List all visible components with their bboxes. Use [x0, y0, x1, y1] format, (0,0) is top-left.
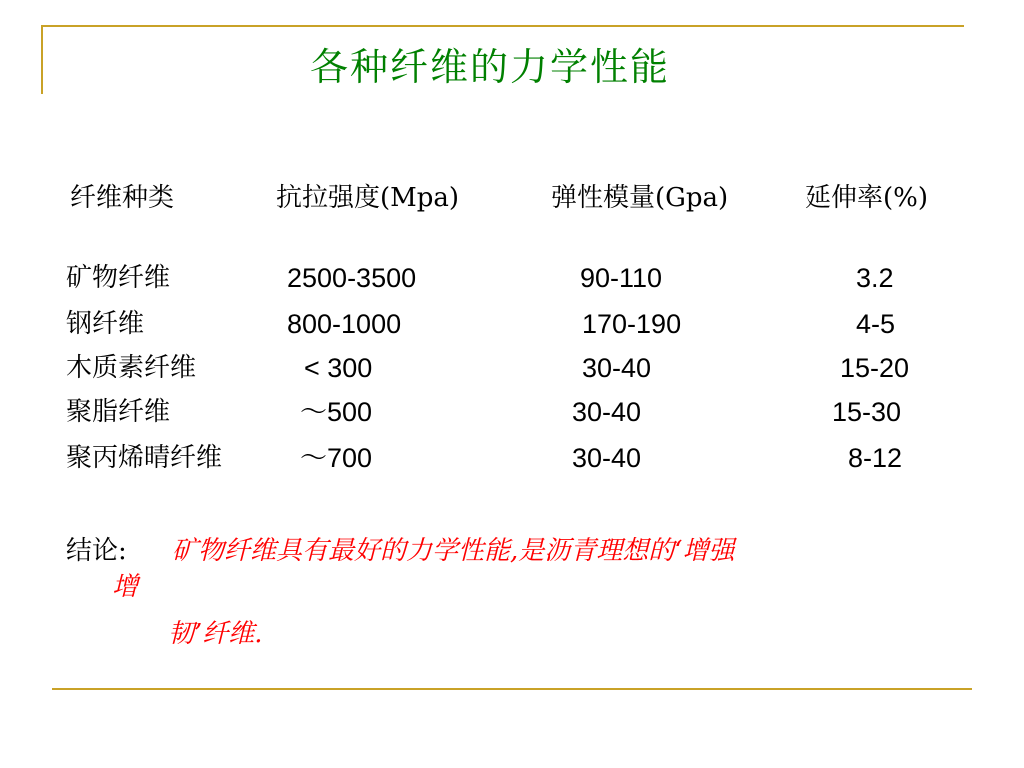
row-elongation: 8-12	[848, 443, 903, 473]
row-elongation: 15-20	[840, 353, 910, 383]
row-tensile: 800-1000	[287, 309, 402, 339]
row-modulus: 170-190	[582, 309, 682, 339]
row-fiber-name: 聚丙烯晴纤维	[66, 443, 223, 473]
slide-title: 各种纤维的力学性能	[309, 45, 670, 89]
row-tensile: ～700	[300, 443, 373, 473]
bottom-rule	[52, 688, 972, 690]
top-rule	[41, 25, 964, 27]
header-elastic-modulus: 弹性模量(Gpa)	[551, 183, 729, 213]
row-fiber-name: 聚脂纤维	[66, 397, 171, 427]
row-fiber-name: 木质素纤维	[66, 353, 197, 383]
row-modulus: 90-110	[580, 263, 663, 293]
row-fiber-name: 矿物纤维	[66, 263, 171, 293]
header-fiber-type: 纤维种类	[70, 183, 175, 213]
row-modulus: 30-40	[572, 443, 642, 473]
header-elongation: 延伸率(%)	[805, 183, 928, 213]
row-modulus: 30-40	[582, 353, 652, 383]
row-tensile: < 300	[304, 353, 373, 383]
row-modulus: 30-40	[572, 397, 642, 427]
row-elongation: 3.2	[856, 263, 894, 293]
row-fiber-name: 钢纤维	[66, 309, 145, 339]
conclusion-label: 结论:	[66, 536, 127, 566]
row-elongation: 15-30	[832, 397, 902, 427]
header-tensile-strength: 抗拉强度(Mpa)	[276, 183, 460, 213]
row-elongation: 4-5	[856, 309, 896, 339]
conclusion-text-wrap: 增	[112, 572, 139, 602]
conclusion-text: 矿物纤维具有最好的力学性能,是沥青理想的‘增强	[172, 536, 735, 566]
row-tensile: 2500-3500	[287, 263, 417, 293]
conclusion-text-end: 韧’纤维.	[168, 619, 263, 649]
row-tensile: ～500	[300, 397, 373, 427]
